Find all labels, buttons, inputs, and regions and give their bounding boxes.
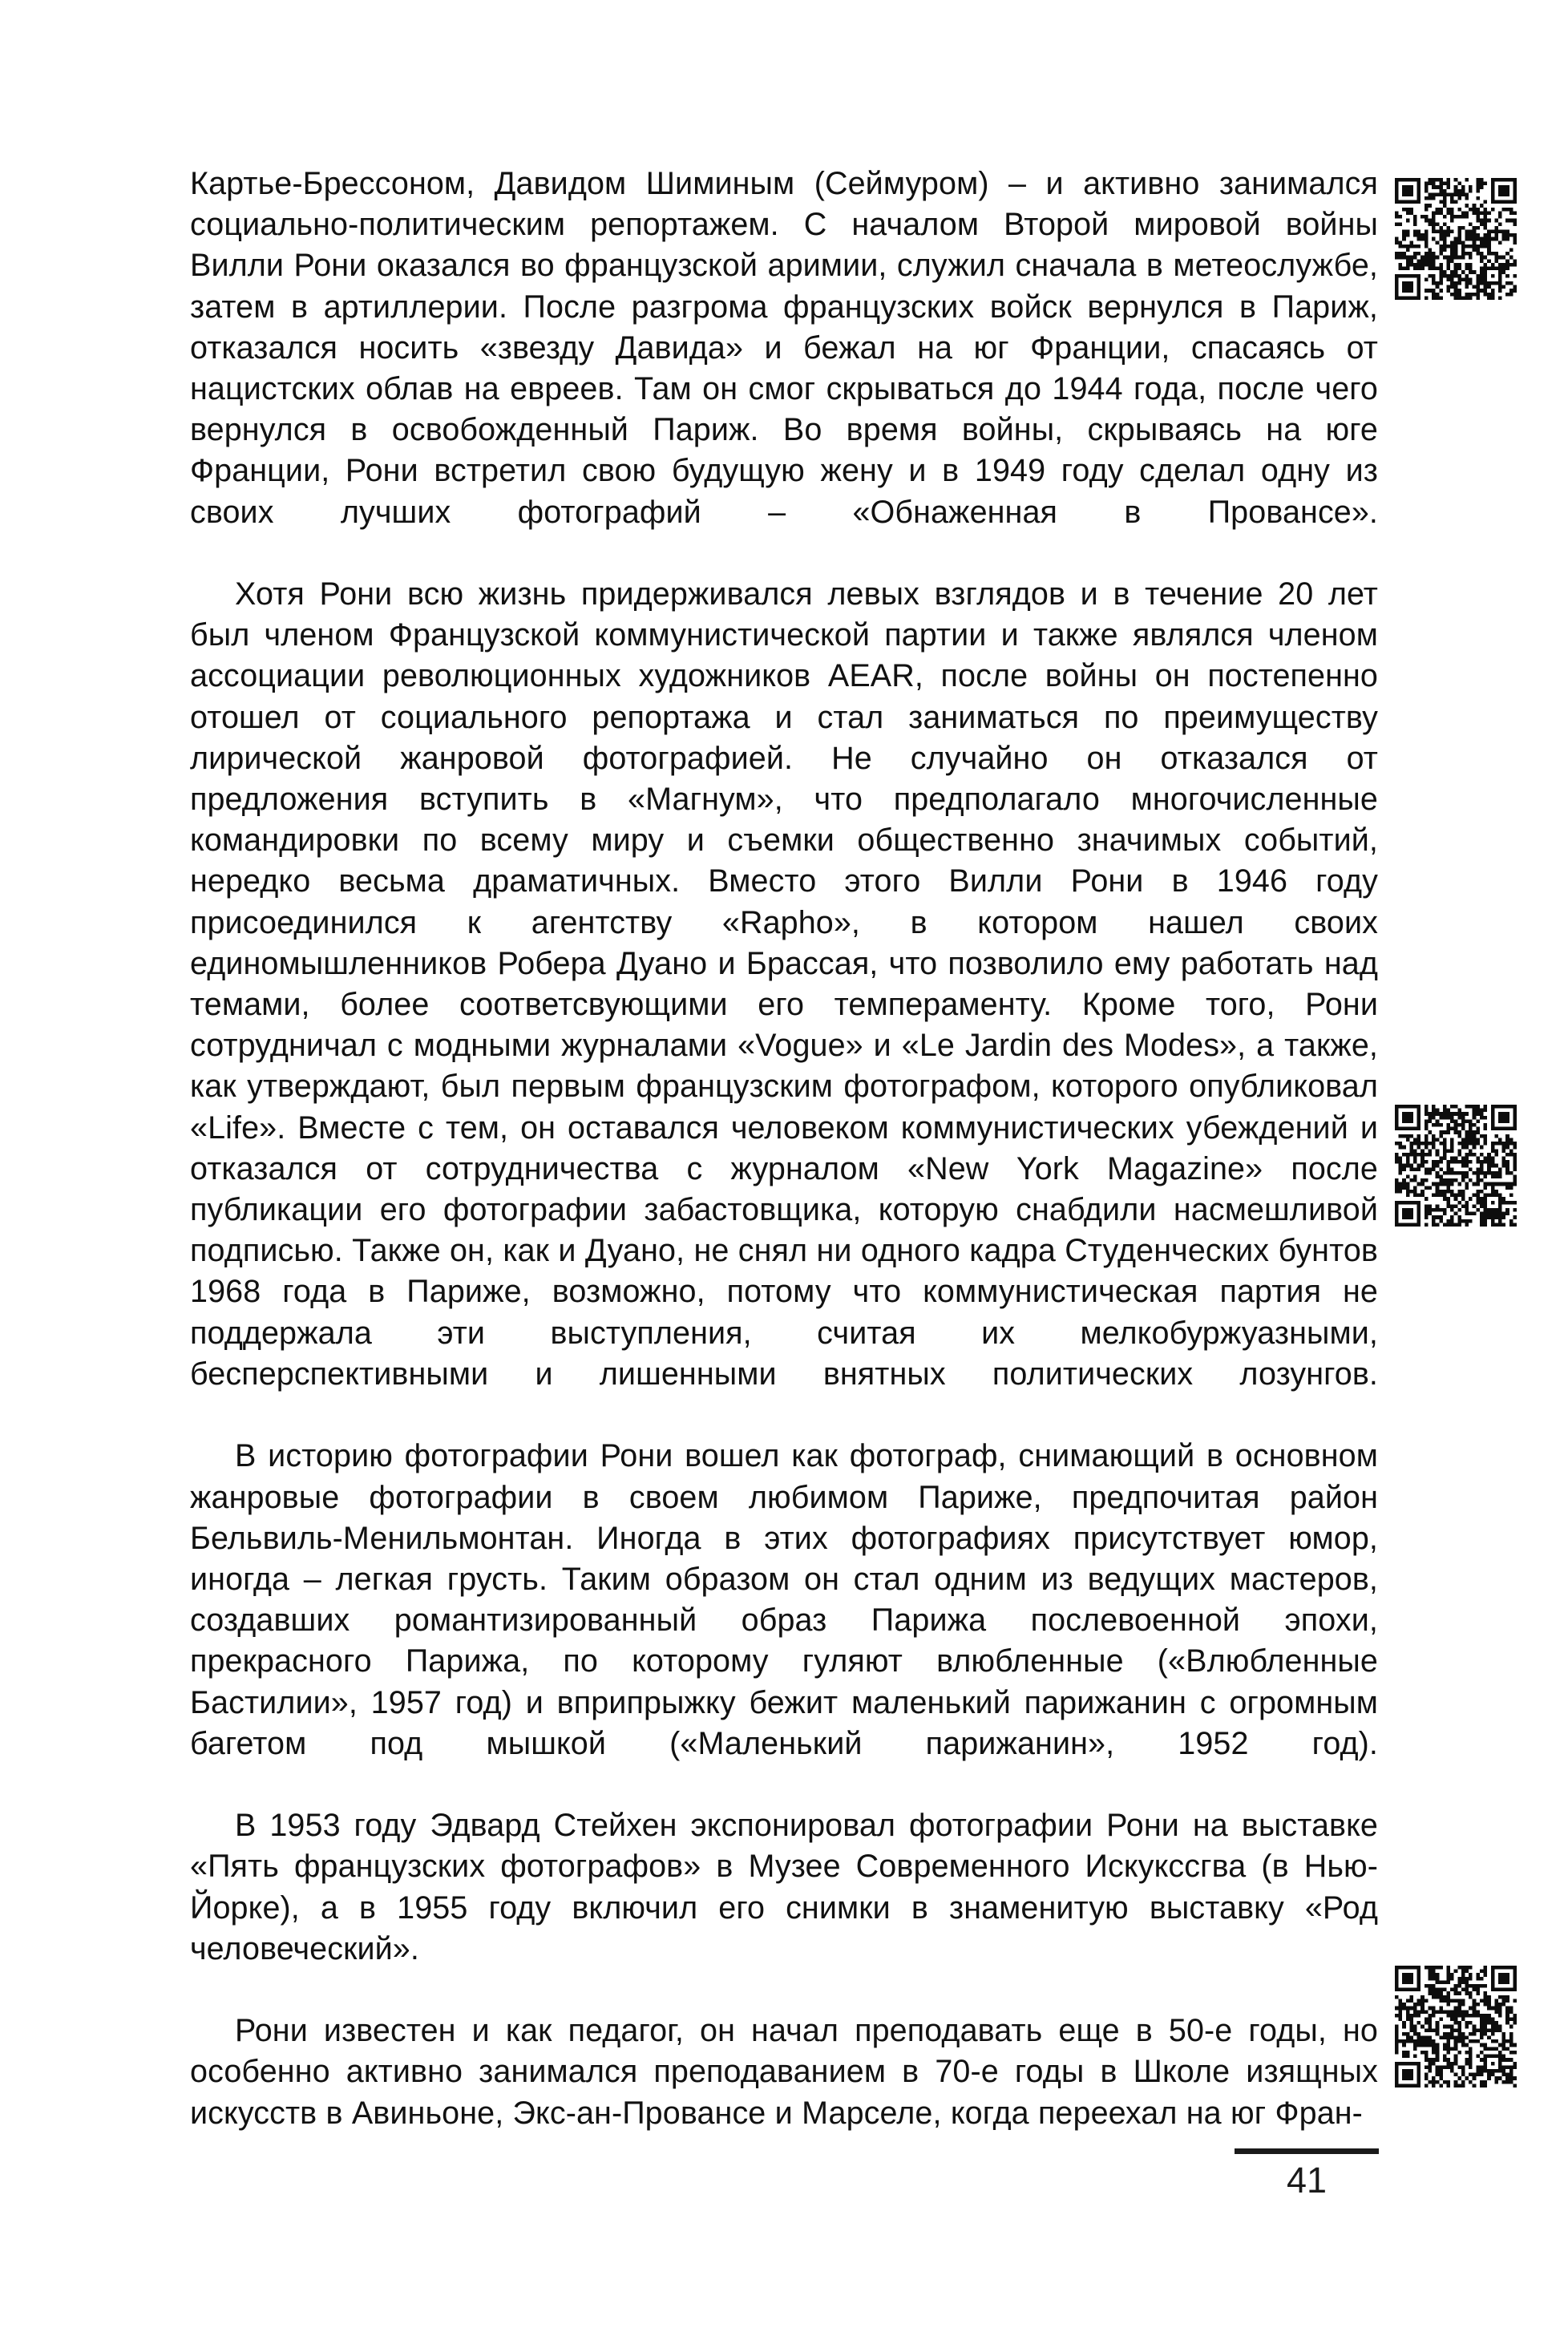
paragraph-2: Хотя Рони всю жизнь придерживался левых взглядов и в течение 20 лет был членом Французской коммунистической партии и также являлся членом ассоциации революционных художников AEAR, после войны он постепенно отошел от социального репортажа и стал заниматься по преимуществу лирической жанровой фотографией. Не случайно он отказался от предложения вступить в «Магнум», что предполагало многочисленные командировки по всему миру и съемки общественно значимых событий, нередко весьма драматичных. Вместо этого Вилли Рони в 1946 году присоединился к агентству «Rapho», в котором нашел своих единомышленников Робера Дуано и Брассая, что позволило ему работать над темами, более соответсвующими его темпераменту. Кроме того, Рони сотрудничал с модными журналами «Vogue» и «Le Jardin des Modes», а также, как утверждают, был первым французским фотографом, которого опубликовал «Life». Вместе с тем, он оставался человеком коммунистических убеждений и отказался от сотрудничества с журналом «New York Magazine» после публикации его фотографии забастовщика, которую снабдили насмешливой подписью. Также он, как и Дуано, не снял ни одного кадра Студенческих бунтов 1968 года в Париже, возможно, потому что коммунистическая партия не поддержала эти выступления, считая их мелкобуржуазными, бесперспективными и лишенными внятных политических лозунгов. [190,576,1378,1392]
qr-code-bottom[interactable] [1395,1966,1517,2088]
qr-code-middle[interactable] [1395,1105,1517,1227]
qr-code-top[interactable] [1395,178,1517,300]
paragraph-3: В историю фотографии Рони вошел как фотограф, снимающий в основном жанровые фотографии в своем любимом Париже, предпочитая район Бельвиль-Менильмонтан. Иногда в этих фотографиях присутствует юмор, иногда – легкая грусть. Таким образом он стал одним из ведущих мастеров, создавших романтизированный образ Парижа послевоенной эпохи, прекрасного Парижа, по которому гуляют влюбленные («Влюбленные Бастилии», 1957 год) и вприпрыжку бежит маленький парижанин с огромным багетом под мышкой («Маленький парижанин», 1952 год). [190,1438,1378,1761]
page-number: 41 [1286,2160,1328,2201]
footer-divider [1235,2148,1379,2154]
paragraph-4: В 1953 году Эдвард Стейхен экспонировал фотографии Рони на выставке «Пять французских фотографов» в Музее Современного Искукссгва (в Нью-Йорке), а в 1955 году включил его снимки в знаменитую выставку «Род человеческий». [190,1808,1378,1966]
paragraph-1: Картье-Брессоном, Давидом Шиминым (Сеймуром) – и активно занимался социально-политическим репортажем. С началом Второй мировой войны Вилли Рони оказался во французской аримии, служил сначала в метеослужбе, затем в артиллерии. После разгрома французских войск вернулся в Париж, отказался носить «звезду Давида» и бежал на юг Франции, спасаясь от нацистских облав на евреев. Там он смог скрываться до 1944 года, после чего вернулся в освобожденный Париж. Во время войны, скрываясь на юге Франции, Рони встретил свою будущую жену и в 1949 году сделал одну из своих лучших фотографий – «Обнаженная в Провансе». [190,166,1378,530]
paragraph-5: Рони известен и как педагог, он начал преподавать еще в 50-е годы, но особенно активно занимался преподаванием в 70-е годы в Школе изящных искусств в Авиньоне, Экс-ан-Провансе и Марселе, когда переехал на юг Фран- [190,2013,1378,2131]
text-column [190,164,1378,2134]
